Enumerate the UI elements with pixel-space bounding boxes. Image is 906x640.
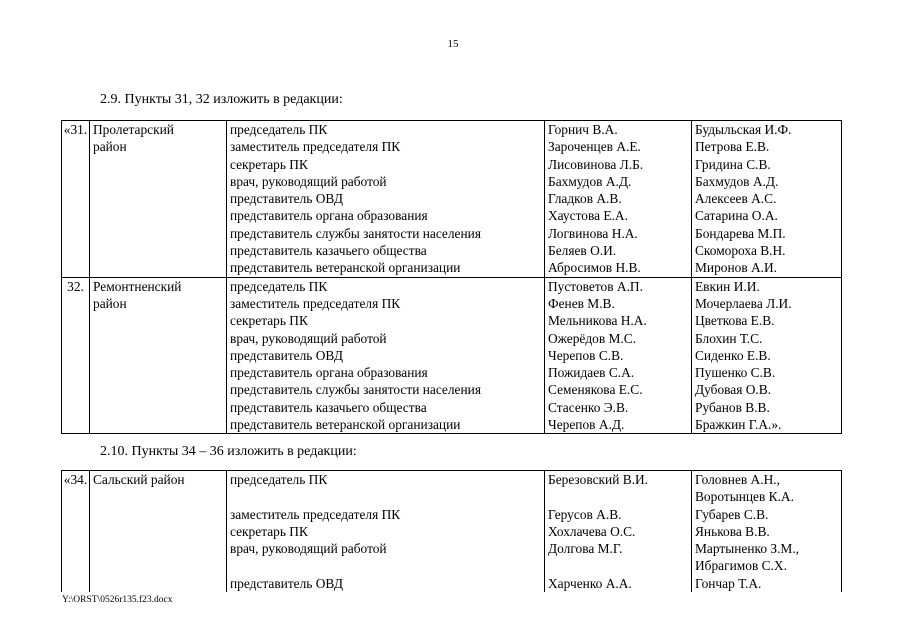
old-members-cell — [545, 121, 692, 278]
member-line: Бахмудов А.Д. — [548, 173, 632, 189]
district-name — [90, 277, 227, 434]
role-line: председатель ПК — [230, 278, 328, 294]
file-path-footer: Y:\ORST\0526r135.f23.docx — [62, 595, 173, 605]
member-line: Харченко А.А. — [548, 575, 632, 591]
district-line: Ремонтненский — [93, 278, 182, 294]
item-number: «31. — [62, 121, 90, 278]
member-line: Герусов А.В. — [548, 506, 622, 522]
member-line: Хохлачева О.С. — [548, 523, 636, 539]
member-line: Ожерёдов М.С. — [548, 330, 637, 346]
member-line: Горнич В.А. — [548, 122, 618, 137]
member-line: Беляев О.И. — [548, 243, 617, 259]
member-line: Ибрагимов С.Х. — [695, 558, 787, 574]
role-line: секретарь ПК — [230, 523, 308, 539]
member-line: Семенякова Е.С. — [548, 382, 643, 398]
member-line: Черепов А.Д. — [548, 417, 625, 433]
member-line: Рубанов В.В. — [695, 399, 770, 415]
roles-cell — [227, 471, 545, 593]
member-line: Головнев А.Н., — [695, 472, 780, 487]
role-line: представитель ветеранской организации — [230, 260, 461, 276]
new-members-cell — [692, 121, 842, 278]
member-line: Бондарева М.П. — [695, 225, 786, 241]
member-line: Цветкова Е.В. — [695, 313, 775, 329]
table-row — [62, 277, 842, 434]
member-line: Фенев М.В. — [548, 295, 615, 311]
role-line: председатель ПК — [230, 472, 328, 487]
role-line: заместитель председателя ПК — [230, 295, 401, 311]
table-row — [62, 121, 842, 278]
old-members-cell — [545, 277, 692, 434]
district-line: район — [93, 295, 127, 311]
member-line: Алексеев А.С. — [695, 191, 777, 207]
commission-table-2 — [61, 470, 842, 592]
member-line: Мартыненко З.М., — [695, 541, 800, 557]
member-line: Бахмудов А.Д. — [695, 173, 779, 189]
member-line: Долгова М.Г. — [548, 541, 623, 557]
member-line: Гончар Т.А. — [695, 575, 762, 591]
member-line: Миронов А.И. — [695, 260, 778, 276]
paragraph-2-9: 2.9. Пункты 31, 32 изложить в редакции: — [100, 92, 343, 107]
role-line: представитель службы занятости населения — [230, 382, 481, 398]
member-line: Стасенко Э.В. — [548, 399, 629, 415]
role-line: представитель ОВД — [230, 347, 343, 363]
role-line: представитель органа образования — [230, 208, 428, 224]
member-line: Хаустова Е.А. — [548, 208, 628, 224]
paragraph-2-10: 2.10. Пункты 34 – 36 изложить в редакции: — [100, 444, 357, 459]
member-line: Блохин Т.С. — [695, 330, 763, 346]
member-line: Лисовинова Л.Б. — [548, 156, 644, 172]
item-number: 32. — [62, 277, 90, 434]
role-line: заместитель председателя ПК — [230, 506, 401, 522]
role-line: секретарь ПК — [230, 156, 308, 172]
member-line — [548, 488, 688, 505]
member-line: Мочерлаева Л.И. — [695, 295, 792, 311]
member-line — [548, 557, 688, 574]
roles-cell — [227, 277, 545, 434]
member-line: Гладков А.В. — [548, 191, 622, 207]
old-members-cell — [545, 471, 692, 593]
role-line — [230, 557, 541, 574]
member-line: Пожидаев С.А. — [548, 365, 635, 381]
district-name: Сальский район — [90, 471, 227, 593]
member-line: Воротынцев К.А. — [695, 489, 794, 505]
district-line: Пролетарский — [93, 122, 174, 137]
role-line: врач, руководящий работой — [230, 173, 387, 189]
member-line: Гридина С.В. — [695, 156, 771, 172]
member-line: Скомороха В.Н. — [695, 243, 786, 259]
member-line: Черепов С.В. — [548, 347, 624, 363]
member-line: Бражкин Г.А.». — [695, 417, 782, 433]
member-line: Абросимов Н.В. — [548, 260, 641, 276]
member-line: Пустоветов А.П. — [548, 278, 643, 294]
member-line: Губарев С.В. — [695, 506, 769, 522]
role-line: представитель органа образования — [230, 365, 428, 381]
role-line: представитель казачьего общества — [230, 399, 427, 415]
commission-table-1 — [61, 120, 842, 434]
member-line: Дубовая О.В. — [695, 382, 772, 398]
district-name — [90, 121, 227, 278]
table-row — [62, 471, 842, 593]
role-line: представитель ОВД — [230, 575, 343, 591]
role-line: представитель ОВД — [230, 191, 343, 207]
member-line: Березовский В.И. — [548, 472, 649, 487]
role-line: представитель казачьего общества — [230, 243, 427, 259]
member-line: Петрова Е.В. — [695, 139, 770, 155]
member-line: Логвинова Н.А. — [548, 225, 638, 241]
new-members-cell — [692, 471, 842, 593]
role-line: представитель службы занятости населения — [230, 225, 481, 241]
role-line: представитель ветеранской организации — [230, 417, 461, 433]
member-line: Сиденко Е.В. — [695, 347, 771, 363]
role-line: председатель ПК — [230, 122, 328, 137]
role-line: врач, руководящий работой — [230, 541, 387, 557]
member-line: Евкин И.И. — [695, 278, 760, 294]
new-members-cell — [692, 277, 842, 434]
member-line: Янькова В.В. — [695, 523, 770, 539]
member-line: Сатарина О.А. — [695, 208, 778, 224]
member-line: Пушенко С.В. — [695, 365, 776, 381]
role-line: секретарь ПК — [230, 313, 308, 329]
district-line: район — [93, 139, 127, 155]
role-line: врач, руководящий работой — [230, 330, 387, 346]
member-line: Будыльская И.Ф. — [695, 122, 792, 137]
member-line: Мельникова Н.А. — [548, 313, 647, 329]
item-number: «34. — [62, 471, 90, 593]
role-line — [230, 488, 541, 505]
page-number: 15 — [447, 38, 459, 50]
role-line: заместитель председателя ПК — [230, 139, 401, 155]
member-line: Зароченцев А.Е. — [548, 139, 641, 155]
roles-cell — [227, 121, 545, 278]
